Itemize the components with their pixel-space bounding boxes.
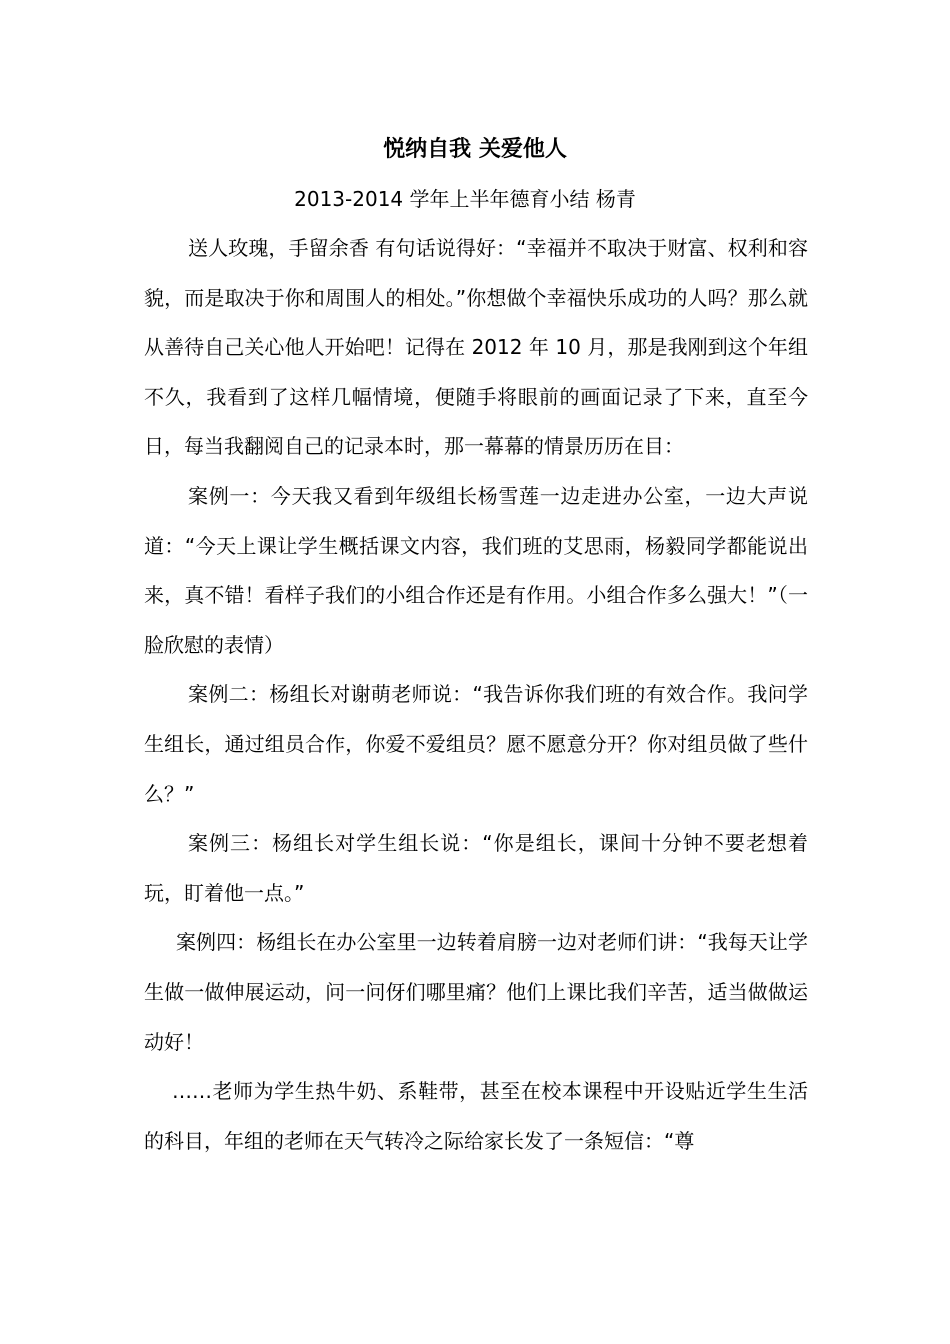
paragraph-case-1: 案例一：今天我又看到年级组长杨雪莲一边走进办公室，一边大声说道：“今天上课让学生概括课文内容，我们班的艾思雨，杨毅同学都能说出来，真不错！看样子我们的小组合作还是有作用。小组合作多么强大！”（一脸欣慰的表情） xyxy=(144,483,808,657)
document-subtitle: 2013-2014 学年上半年德育小结 杨青 xyxy=(294,187,636,211)
paragraph-intro: 送人玫瑰，手留余香 有句话说得好：“幸福并不取决于财富、权利和容貌，而是取决于你和周围人的相处。”你想做个幸福快乐成功的人吗？那么就从善待自己关心他人开始吧！记得在 2012 年 10 月，那是我刚到这个年组不久，我看到了这样几幅情境，便随手将眼前的画面记录了下来，直至今日，每当我翻阅自己的记录本时，那一幕幕的情景历历在目： xyxy=(144,236,808,459)
paragraph-case-3: 案例三：杨组长对学生组长说：“你是组长，课间十分钟不要老想着玩，盯着他一点。” xyxy=(144,831,808,905)
document-body xyxy=(144,224,808,1166)
paragraph-case-2: 案例二：杨组长对谢萌老师说：“我告诉你我们班的有效合作。我问学生组长，通过组员合作，你爱不爱组员？愿不愿意分开？你对组员做了些什么？” xyxy=(144,682,808,806)
paragraph-summary: ……老师为学生热牛奶、系鞋带，甚至在校本课程中开设贴近学生生活的科目，年组的老师在天气转冷之际给家长发了一条短信：“尊 xyxy=(144,1079,808,1153)
document-title: 悦纳自我 关爱他人 xyxy=(383,137,567,162)
paragraph-case-4: 案例四：杨组长在办公室里一边转着肩膀一边对老师们讲：“我每天让学生做一做伸展运动，问一问伢们哪里痛？他们上课比我们辛苦，适当做做运动好！ xyxy=(144,930,808,1054)
